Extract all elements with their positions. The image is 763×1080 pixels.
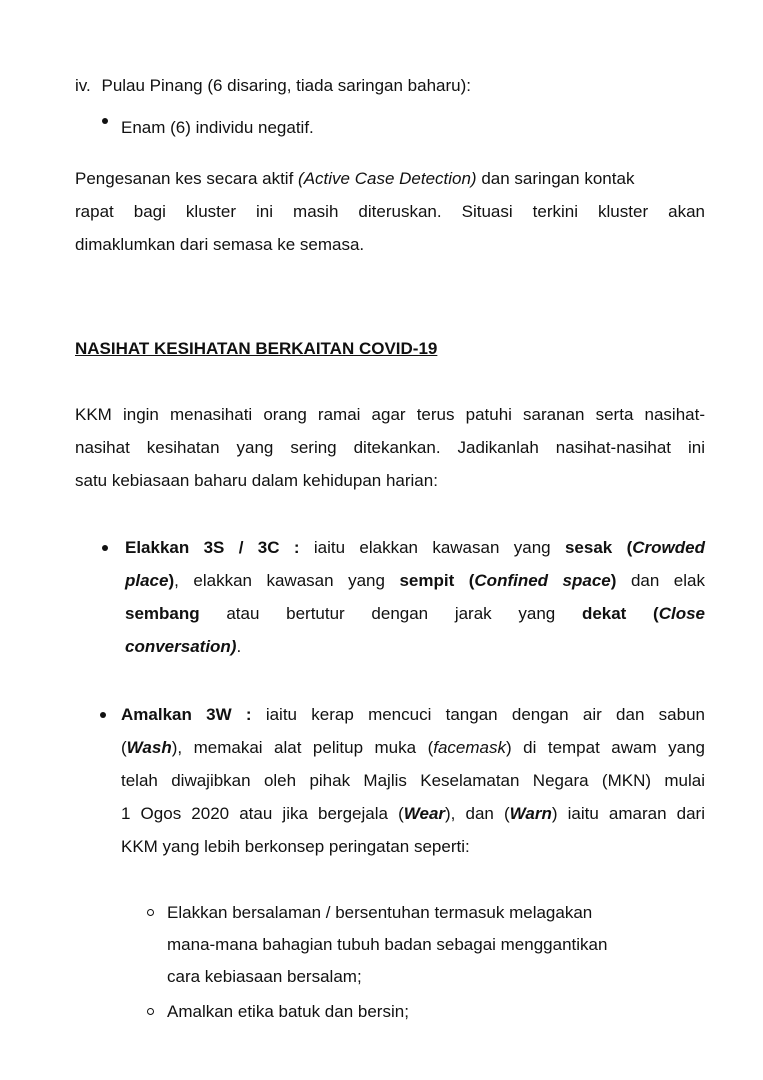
text-run: ), dan ( xyxy=(445,804,510,823)
bullet-3s-line-4 xyxy=(125,637,241,657)
bold-italic-run: Wear xyxy=(403,804,446,823)
intro-line-1: KKM ingin menasihati orang ramai agar terus patuhi saranan serta nasihat- xyxy=(75,405,705,424)
intro-line-3: satu kebiasaan baharu dalam kehidupan harian: xyxy=(75,471,438,490)
bold-italic-run: Warn xyxy=(509,804,552,823)
bold-run: sembang xyxy=(125,604,200,623)
section-title: NASIHAT KESIHATAN BERKAITAN COVID-19 xyxy=(75,339,438,358)
bold-run: ) xyxy=(610,571,617,590)
text-run: ), memakai alat pelitup muka ( xyxy=(171,738,434,757)
bullet-3w-line-2 xyxy=(121,738,705,758)
hollow-bullet-icon xyxy=(147,909,154,916)
pulau-pinang-heading xyxy=(75,76,471,96)
detection-line-1 xyxy=(75,169,705,189)
bullet-3s-line-3 xyxy=(125,604,705,624)
bold-italic-run: conversation) xyxy=(125,637,237,656)
sub-item-2: Amalkan etika batuk dan bersin; xyxy=(167,1002,409,1021)
text-run: ) iaitu amaran dari xyxy=(551,804,705,823)
sub-item-1-line-1: Elakkan bersalaman / bersentuhan termasuk melagakan xyxy=(167,903,593,922)
detection-line-2: rapat bagi kluster ini masih diteruskan. Situasi terkini kluster akan xyxy=(75,202,705,221)
text-run: dan saringan kontak xyxy=(476,169,635,188)
bold-run: dekat ( xyxy=(581,604,659,623)
bullet-3s-line-2 xyxy=(125,571,705,591)
detection-line-3: dimaklumkan dari semasa ke semasa. xyxy=(75,235,365,254)
text-run: Pengesanan kes secara aktif xyxy=(75,169,299,188)
bold-italic-run: Confined space xyxy=(474,571,611,590)
hollow-bullet-icon xyxy=(147,1008,154,1015)
text-run: atau bertutur dengan jarak yang xyxy=(199,604,582,623)
text-run: iaitu elakkan kawasan yang xyxy=(299,538,565,557)
bullet-dot-icon xyxy=(102,545,108,551)
text-run: dan elak xyxy=(616,571,705,590)
bullet-3w-line-4 xyxy=(121,804,705,824)
bold-italic-run: place xyxy=(125,571,169,590)
bullet-3s-line-1 xyxy=(125,538,705,558)
text-run: . xyxy=(236,637,242,656)
bold-italic-run: Close xyxy=(658,604,706,623)
bullet-dot-icon xyxy=(100,712,106,718)
heading-text: Pulau Pinang (6 disaring, tiada saringan baharu): xyxy=(101,76,472,95)
bold-run: Elakkan 3S / 3C : xyxy=(125,538,300,557)
text-run: , elakkan kawasan yang xyxy=(174,571,400,590)
bullet-3w-line-5: KKM yang lebih berkonsep peringatan seperti: xyxy=(121,837,470,856)
text-run: ( xyxy=(121,738,127,757)
italic-run: (Active Case Detection) xyxy=(298,169,477,188)
text-run: ) di tempat awam yang xyxy=(505,738,706,757)
bold-italic-run: Wash xyxy=(126,738,172,757)
bold-run: sesak ( xyxy=(564,538,633,557)
bullet-3w-line-3: telah diwajibkan oleh pihak Majlis Keselamatan Negara (MKN) mulai xyxy=(121,771,705,790)
text-run: iaitu kerap mencuci tangan dengan air dan sabun xyxy=(251,705,705,724)
pulau-pinang-result: Enam (6) individu negatif. xyxy=(121,118,314,137)
sub-item-1-line-3: cara kebiasaan bersalam; xyxy=(167,967,362,986)
bullet-3w-line-1 xyxy=(121,705,705,725)
bold-run: sempit ( xyxy=(399,571,475,590)
italic-run: facemask xyxy=(433,738,506,757)
bullet-dot-icon xyxy=(102,118,108,124)
intro-line-2: nasihat kesihatan yang sering ditekankan. Jadikanlah nasihat-nasihat ini xyxy=(75,438,705,457)
bold-italic-run: Crowded xyxy=(632,538,705,557)
bold-run: Amalkan 3W : xyxy=(121,705,252,724)
sub-item-1-line-2: mana-mana bahagian tubuh badan sebagai menggantikan xyxy=(167,935,608,954)
bold-run: ) xyxy=(168,571,175,590)
list-marker: iv. xyxy=(75,76,91,95)
text-run: 1 Ogos 2020 atau jika bergejala ( xyxy=(121,804,404,823)
